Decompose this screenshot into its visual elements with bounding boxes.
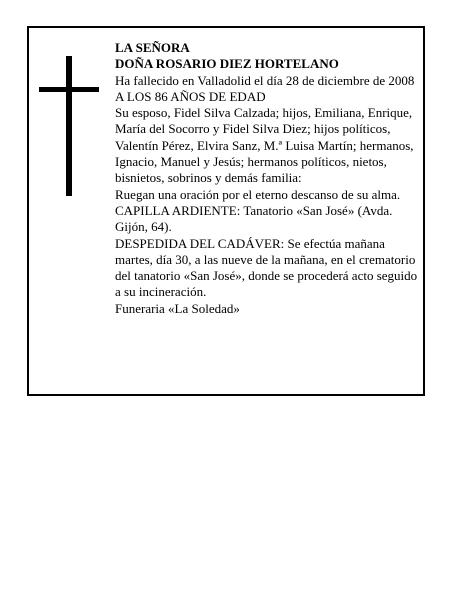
death-statement: Ha fallecido en Valladolid el día 28 de diciembre de 2008	[115, 72, 415, 88]
latin-cross-icon	[39, 56, 99, 196]
funeral-home: Funeraria «La Soledad»	[115, 300, 240, 316]
notice-title: LA SEÑORA	[115, 40, 190, 55]
cross-horizontal-bar	[39, 87, 99, 92]
obituary-notice	[27, 26, 425, 396]
prayer-statement: Ruegan una oración por el eterno descanso de su alma.	[115, 186, 401, 202]
deceased-name: DOÑA ROSARIO DIEZ HORTELANO	[115, 56, 339, 72]
chapel-statement: CAPILLA ARDIENTE: Tanatorio «San José» (Avda. Gijón, 64).	[115, 202, 393, 235]
cross-vertical-bar	[66, 56, 72, 196]
notice-text	[115, 40, 425, 317]
family-statement: Su esposo, Fidel Silva Calzada; hijos, Emiliana, Enrique, María del Socorro y Fidel Silva Diez; hijos políticos, Valentín Pérez, Elvira Sanz, M.ª Luisa Martín; hermanos, Ignacio, Manuel y Jesús; hermanos políticos, nietos, bisnietos, sobrinos y demás familia:	[115, 105, 414, 186]
age-statement: A LOS 86 AÑOS DE EDAD	[115, 88, 266, 104]
farewell-statement: DESPEDIDA DEL CADÁVER: Se efectúa mañana martes, día 30, a las nueve de la mañana, en el crematorio del tanatorio «San José», donde se procederá acto seguido a su incineración.	[115, 235, 418, 300]
